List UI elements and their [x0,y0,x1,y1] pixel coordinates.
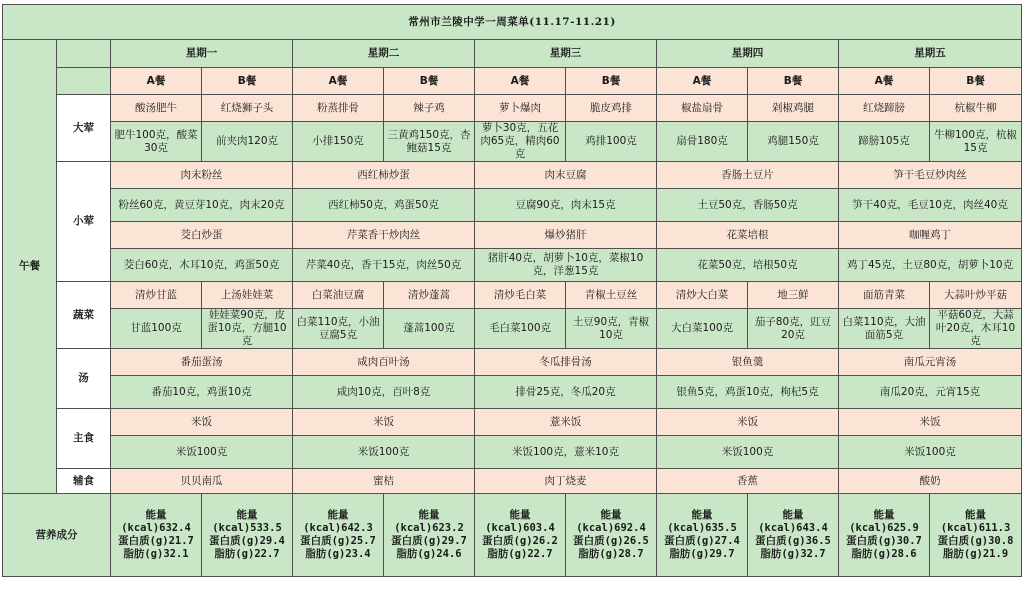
dish-cell: 红烧狮子头 [202,95,293,122]
fat-value [114,548,198,561]
dish-cell: 青椒土豆丝 [566,282,657,309]
protein-label: 蛋白质(g) [573,535,624,547]
dish-cell: 面筋青菜 [839,282,930,309]
dish-cell: 冬瓜排骨汤 [475,349,657,376]
kcal-unit: (kcal) [667,522,706,534]
ingredient-cell: 鸡腿150克 [748,122,839,162]
protein-label: 蛋白质(g) [391,535,442,547]
energy-value [660,522,744,535]
category-vegetable: 蔬菜 [57,282,111,349]
category-side: 辅食 [57,469,111,494]
ingredient-cell: 西红柿50克，鸡蛋50克 [293,189,475,222]
dish-cell: 白菜油豆腐 [293,282,384,309]
kcal-unit: (kcal) [394,522,433,534]
dish-cell: 米饭 [111,409,293,436]
ingredient-cell: 鸡排100克 [566,122,657,162]
fat-label: 脂肪(g) [487,548,528,560]
protein-amount: 26.5 [623,535,649,547]
kcal-unit: (kcal) [758,522,797,534]
fat-value [569,548,653,561]
energy-value [296,522,380,535]
fat-amount: 28.6 [891,548,917,560]
protein-amount: 30.7 [896,535,922,547]
dish-cell: 咖喱鸡丁 [839,222,1022,249]
protein-label: 蛋白质(g) [846,535,897,547]
dish-cell: 芹菜香干炒肉丝 [293,222,475,249]
fat-label: 脂肪(g) [214,548,255,560]
protein-label: 蛋白质(g) [755,535,806,547]
ingredient-cell: 南瓜20克，元宵15克 [839,376,1022,409]
fat-label: 脂肪(g) [578,548,619,560]
dish-cell: 茭白炒蛋 [111,222,293,249]
nutrition-cell-7 [657,494,748,577]
energy-label: 能量 [418,509,440,521]
day-header: 星期五 [839,40,1022,68]
fat-value [660,548,744,561]
energy-label: 能量 [145,509,167,521]
dish-cell: 杭椒牛柳 [930,95,1022,122]
kcal-value: 611.3 [978,522,1011,534]
protein-label: 蛋白质(g) [118,535,169,547]
ingredient-cell: 土豆90克，青椒10克 [566,309,657,349]
fat-amount: 23.4 [345,548,371,560]
fat-amount: 29.7 [709,548,735,560]
protein-value [569,535,653,548]
dish-cell: 米饭 [839,409,1022,436]
protein-value [478,535,562,548]
ingredient-cell: 甘蓝100克 [111,309,202,349]
fat-amount: 32.7 [800,548,826,560]
dish-cell: 薏米饭 [475,409,657,436]
dish-cell: 清炒毛白菜 [475,282,566,309]
fat-label: 脂肪(g) [123,548,164,560]
energy-label: 能量 [327,509,349,521]
ingredient-cell: 平菇60克，大蒜叶20克，木耳10克 [930,309,1022,349]
dish-cell: 红烧蹄膀 [839,95,930,122]
meal-b-header: B餐 [384,68,475,95]
fat-value [205,548,289,561]
fat-value [751,548,835,561]
fat-amount: 22.7 [527,548,553,560]
category-big-meat: 大荤 [57,95,111,162]
ingredient-cell: 茭白60克，木耳10克，鸡蛋50克 [111,249,293,282]
day-header: 星期二 [293,40,475,68]
protein-amount: 30.8 [988,535,1014,547]
ingredient-cell: 前夹肉120克 [202,122,293,162]
dish-cell: 肉末粉丝 [111,162,293,189]
dish-cell: 爆炒猪肝 [475,222,657,249]
kcal-unit: (kcal) [485,522,524,534]
kcal-value: 692.4 [614,522,646,534]
fat-amount: 24.6 [436,548,462,560]
protein-amount: 21.7 [168,535,194,547]
ingredient-cell: 萝卜30克，五花肉65克，精肉60克 [475,122,566,162]
energy-value [387,522,471,535]
meal-b-header: B餐 [748,68,839,95]
kcal-value: 623.2 [432,522,464,534]
day-header: 星期四 [657,40,839,68]
dish-cell: 椒盐扇骨 [657,95,748,122]
nutrition-cell-10 [930,494,1022,577]
nutrition-cell-4 [384,494,475,577]
kcal-unit: (kcal) [303,522,342,534]
protein-amount: 29.4 [259,535,285,547]
nutrition-cell-9 [839,494,930,577]
dish-cell: 米饭 [293,409,475,436]
dish-cell: 上汤娃娃菜 [202,282,293,309]
fat-label: 脂肪(g) [669,548,710,560]
protein-amount: 25.7 [350,535,376,547]
ingredient-cell: 猪肝40克，胡萝卜10克，菜椒10克，洋葱15克 [475,249,657,282]
ingredient-cell: 米饭100克 [293,436,475,469]
fat-amount: 32.1 [163,548,189,560]
energy-value [933,522,1018,535]
dish-cell: 清炒蓬蒿 [384,282,475,309]
ingredient-cell: 蹄膀105克 [839,122,930,162]
ingredient-cell: 芹菜40克，香干15克，肉丝50克 [293,249,475,282]
energy-label: 能量 [965,509,987,521]
meal-a-header: A餐 [293,68,384,95]
protein-value [933,535,1018,548]
meal-a-header: A餐 [111,68,202,95]
dish-cell: 清炒大白菜 [657,282,748,309]
dish-cell: 萝卜爆肉 [475,95,566,122]
dish-cell: 银鱼羹 [657,349,839,376]
dish-cell: 香蕉 [657,469,839,494]
protein-label: 蛋白质(g) [482,535,533,547]
fat-label: 脂肪(g) [942,548,983,560]
ingredient-cell: 大白菜100克 [657,309,748,349]
kcal-unit: (kcal) [121,522,160,534]
ingredient-cell: 米饭100克，薏米10克 [475,436,657,469]
fat-label: 脂肪(g) [396,548,437,560]
ingredient-cell: 土豆50克，香肠50克 [657,189,839,222]
ingredient-cell: 排骨25克，冬瓜20克 [475,376,657,409]
energy-label: 能量 [691,509,713,521]
fat-value [296,548,380,561]
category-staple: 主食 [57,409,111,469]
ingredient-cell: 娃娃菜90克，皮蛋10克，方腿10克 [202,309,293,349]
dish-cell: 南瓜元宵汤 [839,349,1022,376]
kcal-value: 625.9 [887,522,919,534]
dish-cell: 脆皮鸡排 [566,95,657,122]
dish-cell: 贝贝南瓜 [111,469,293,494]
fat-label: 脂肪(g) [760,548,801,560]
meal-b-header: B餐 [930,68,1022,95]
fat-amount: 28.7 [618,548,644,560]
protein-value [205,535,289,548]
ingredient-cell: 扇骨180克 [657,122,748,162]
dish-cell: 剁椒鸡腿 [748,95,839,122]
ingredient-cell: 鸡丁45克，土豆80克，胡萝卜10克 [839,249,1022,282]
energy-label: 能量 [600,509,622,521]
kcal-value: 643.4 [796,522,828,534]
protein-value [751,535,835,548]
meal-a-header: A餐 [839,68,930,95]
ingredient-cell: 笋干40克，毛豆10克，肉丝40克 [839,189,1022,222]
energy-label: 能量 [873,509,895,521]
fat-amount: 21.9 [982,548,1009,560]
ingredient-cell: 花菜50克，培根50克 [657,249,839,282]
dish-cell: 蜜桔 [293,469,475,494]
ingredient-cell: 米饭100克 [111,436,293,469]
fat-value [387,548,471,561]
nutrition-cell-3 [293,494,384,577]
ingredient-cell: 茄子80克，豇豆20克 [748,309,839,349]
dish-cell: 米饭 [657,409,839,436]
energy-value [569,522,653,535]
page-title: 常州市兰陵中学一周菜单(11.17-11.21) [3,5,1022,40]
dish-cell: 花菜培根 [657,222,839,249]
energy-value [205,522,289,535]
protein-value [387,535,471,548]
nutrition-cell-6 [566,494,657,577]
ingredient-cell: 白菜110克，大油面筋5克 [839,309,930,349]
dish-cell: 笋干毛豆炒肉丝 [839,162,1022,189]
day-header: 星期三 [475,40,657,68]
kcal-value: 533.5 [250,522,282,534]
ingredient-cell: 米饭100克 [657,436,839,469]
fat-label: 脂肪(g) [305,548,346,560]
category-small-meat: 小荤 [57,162,111,282]
dish-cell: 肉末豆腐 [475,162,657,189]
nutrition-cell-8 [748,494,839,577]
energy-value [114,522,198,535]
dish-cell: 大蒜叶炒平菇 [930,282,1022,309]
protein-amount: 27.4 [714,535,740,547]
meal-a-header: A餐 [657,68,748,95]
nutrition-cell-1 [111,494,202,577]
dish-cell: 辣子鸡 [384,95,475,122]
protein-amount: 29.7 [441,535,467,547]
ingredient-cell: 牛柳100克，杭椒15克 [930,122,1022,162]
protein-amount: 36.5 [805,535,831,547]
fat-value [842,548,926,561]
fat-value [478,548,562,561]
dish-cell: 清炒甘蓝 [111,282,202,309]
kcal-unit: (kcal) [849,522,888,534]
lunch-label: 午餐 [3,40,57,494]
energy-label: 能量 [509,509,531,521]
ingredient-cell: 白菜110克，小油豆腐5克 [293,309,384,349]
dish-cell: 地三鲜 [748,282,839,309]
dish-cell: 酸奶 [839,469,1022,494]
protein-label: 蛋白质(g) [937,535,989,547]
kcal-value: 642.3 [341,522,373,534]
ingredient-cell: 咸肉10克，百叶8克 [293,376,475,409]
weekly-menu-table [2,4,1022,577]
energy-label: 能量 [236,509,258,521]
ingredient-cell: 豆腐90克，肉末15克 [475,189,657,222]
dish-cell: 肉丁烧麦 [475,469,657,494]
ingredient-cell: 毛白菜100克 [475,309,566,349]
header-blank-cell [57,40,111,68]
dish-cell: 番茄蛋汤 [111,349,293,376]
dish-cell: 酸汤肥牛 [111,95,202,122]
kcal-unit: (kcal) [212,522,251,534]
ingredient-cell: 蓬蒿100克 [384,309,475,349]
protein-label: 蛋白质(g) [300,535,351,547]
dish-cell: 咸肉百叶汤 [293,349,475,376]
protein-label: 蛋白质(g) [664,535,715,547]
dish-cell: 香肠土豆片 [657,162,839,189]
protein-value [842,535,926,548]
ingredient-cell: 肥牛100克，酸菜30克 [111,122,202,162]
ingredient-cell: 三黄鸡150克，杏鲍菇15克 [384,122,475,162]
protein-amount: 26.2 [532,535,558,547]
dish-cell: 西红柿炒蛋 [293,162,475,189]
ingredient-cell: 番茄10克，鸡蛋10克 [111,376,293,409]
kcal-value: 632.4 [159,522,191,534]
ingredient-cell: 米饭100克 [839,436,1022,469]
category-soup: 汤 [57,349,111,409]
ingredient-cell: 小排150克 [293,122,384,162]
fat-value [933,548,1018,561]
meal-a-header: A餐 [475,68,566,95]
fat-amount: 22.7 [254,548,280,560]
dish-cell: 粉蒸排骨 [293,95,384,122]
ingredient-cell: 粉丝60克，黄豆芽10克，肉末20克 [111,189,293,222]
subheader-blank-cell [57,68,111,95]
kcal-unit: (kcal) [940,522,979,534]
kcal-value: 603.4 [523,522,555,534]
energy-value [478,522,562,535]
protein-label: 蛋白质(g) [209,535,260,547]
energy-label: 能量 [782,509,804,521]
nutrition-cell-2 [202,494,293,577]
ingredient-cell: 银鱼5克，鸡蛋10克，枸杞5克 [657,376,839,409]
protein-value [114,535,198,548]
meal-b-header: B餐 [202,68,293,95]
kcal-unit: (kcal) [576,522,615,534]
nutrition-cell-5 [475,494,566,577]
meal-b-header: B餐 [566,68,657,95]
protein-value [660,535,744,548]
energy-value [842,522,926,535]
fat-label: 脂肪(g) [851,548,892,560]
protein-value [296,535,380,548]
nutrition-label: 营养成分 [3,494,111,577]
kcal-value: 635.5 [705,522,737,534]
day-header: 星期一 [111,40,293,68]
energy-value [751,522,835,535]
